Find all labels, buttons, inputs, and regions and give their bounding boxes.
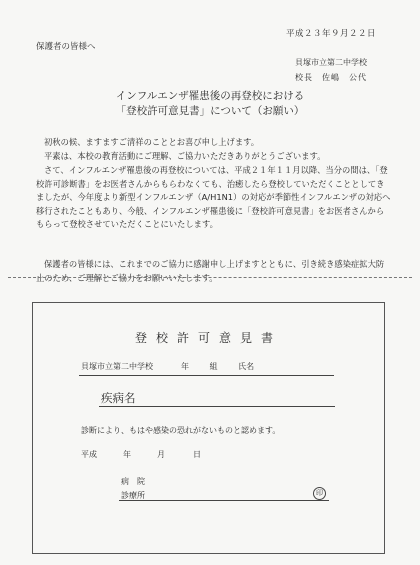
greeting-paragraph: 初秋の候、ますますご清祥のこととお喜び申し上げます。 [44,137,260,147]
document-date: 平成２３年９月２２日 [285,29,376,39]
form-school-name: 貝塚市立第二中学校 [81,362,153,371]
date-year-label: 年 [123,450,131,459]
main-paragraph: さて、インフルエンザ罹患後の再登校については、平成２１年１１月以降、当分の間は、「登校許可診断書」をお医者さんからもらわなくても、治癒したら登校していただくこととしてきましたが、今年度より新型インフルエンザ（A/H1N1）の対応が季節性インフルエンザの対応へ移行されたこともあり、今般、インフルエンザ罹患後に「登校許可意見書」をお医者さんからもらって登校させていただくことにいたします。 [36,165,391,230]
cut-line [8,277,412,278]
document-title-line-2: 「登校許可意見書」について（お願い） [115,105,305,117]
diagnosis-statement: 診断により、もはや感染の恐れがないものと認めます。 [81,426,281,435]
principal-name: 校長 佐嶋 公代 [295,73,367,82]
clinic-label: 診療所 [121,491,145,500]
disease-label: 疾病名 [101,391,136,405]
form-title: 登校許可意見書 [134,331,282,345]
closing-paragraph: 保護者の皆様には、これまでのご協力に感謝申し上げますとともに、引き続き感染症拡大防止のため、ご理解とご協力をお願いいたします。 [36,259,385,283]
recipient-line: 保護者の皆様へ [36,42,96,52]
student-name-underline [79,375,334,376]
thanks-paragraph: 平素は、本校の教育活動にご理解、ご協力いただきありがとうございます。 [44,151,326,161]
permission-form [32,302,385,554]
clinic-underline [119,500,329,501]
document-title-line-1: インフルエンザ罹患後の再登校における [115,90,305,102]
form-grade-class-name-label: 年 組 氏名 [181,362,255,371]
date-era: 平成 [81,450,97,459]
seal-mark: 印 [313,487,326,500]
school-name: 貝塚市立第二中学校 [295,58,367,67]
disease-underline [99,406,335,407]
hospital-label: 病 院 [121,477,145,486]
date-month-label: 月 [157,450,165,459]
date-day-label: 日 [193,450,201,459]
